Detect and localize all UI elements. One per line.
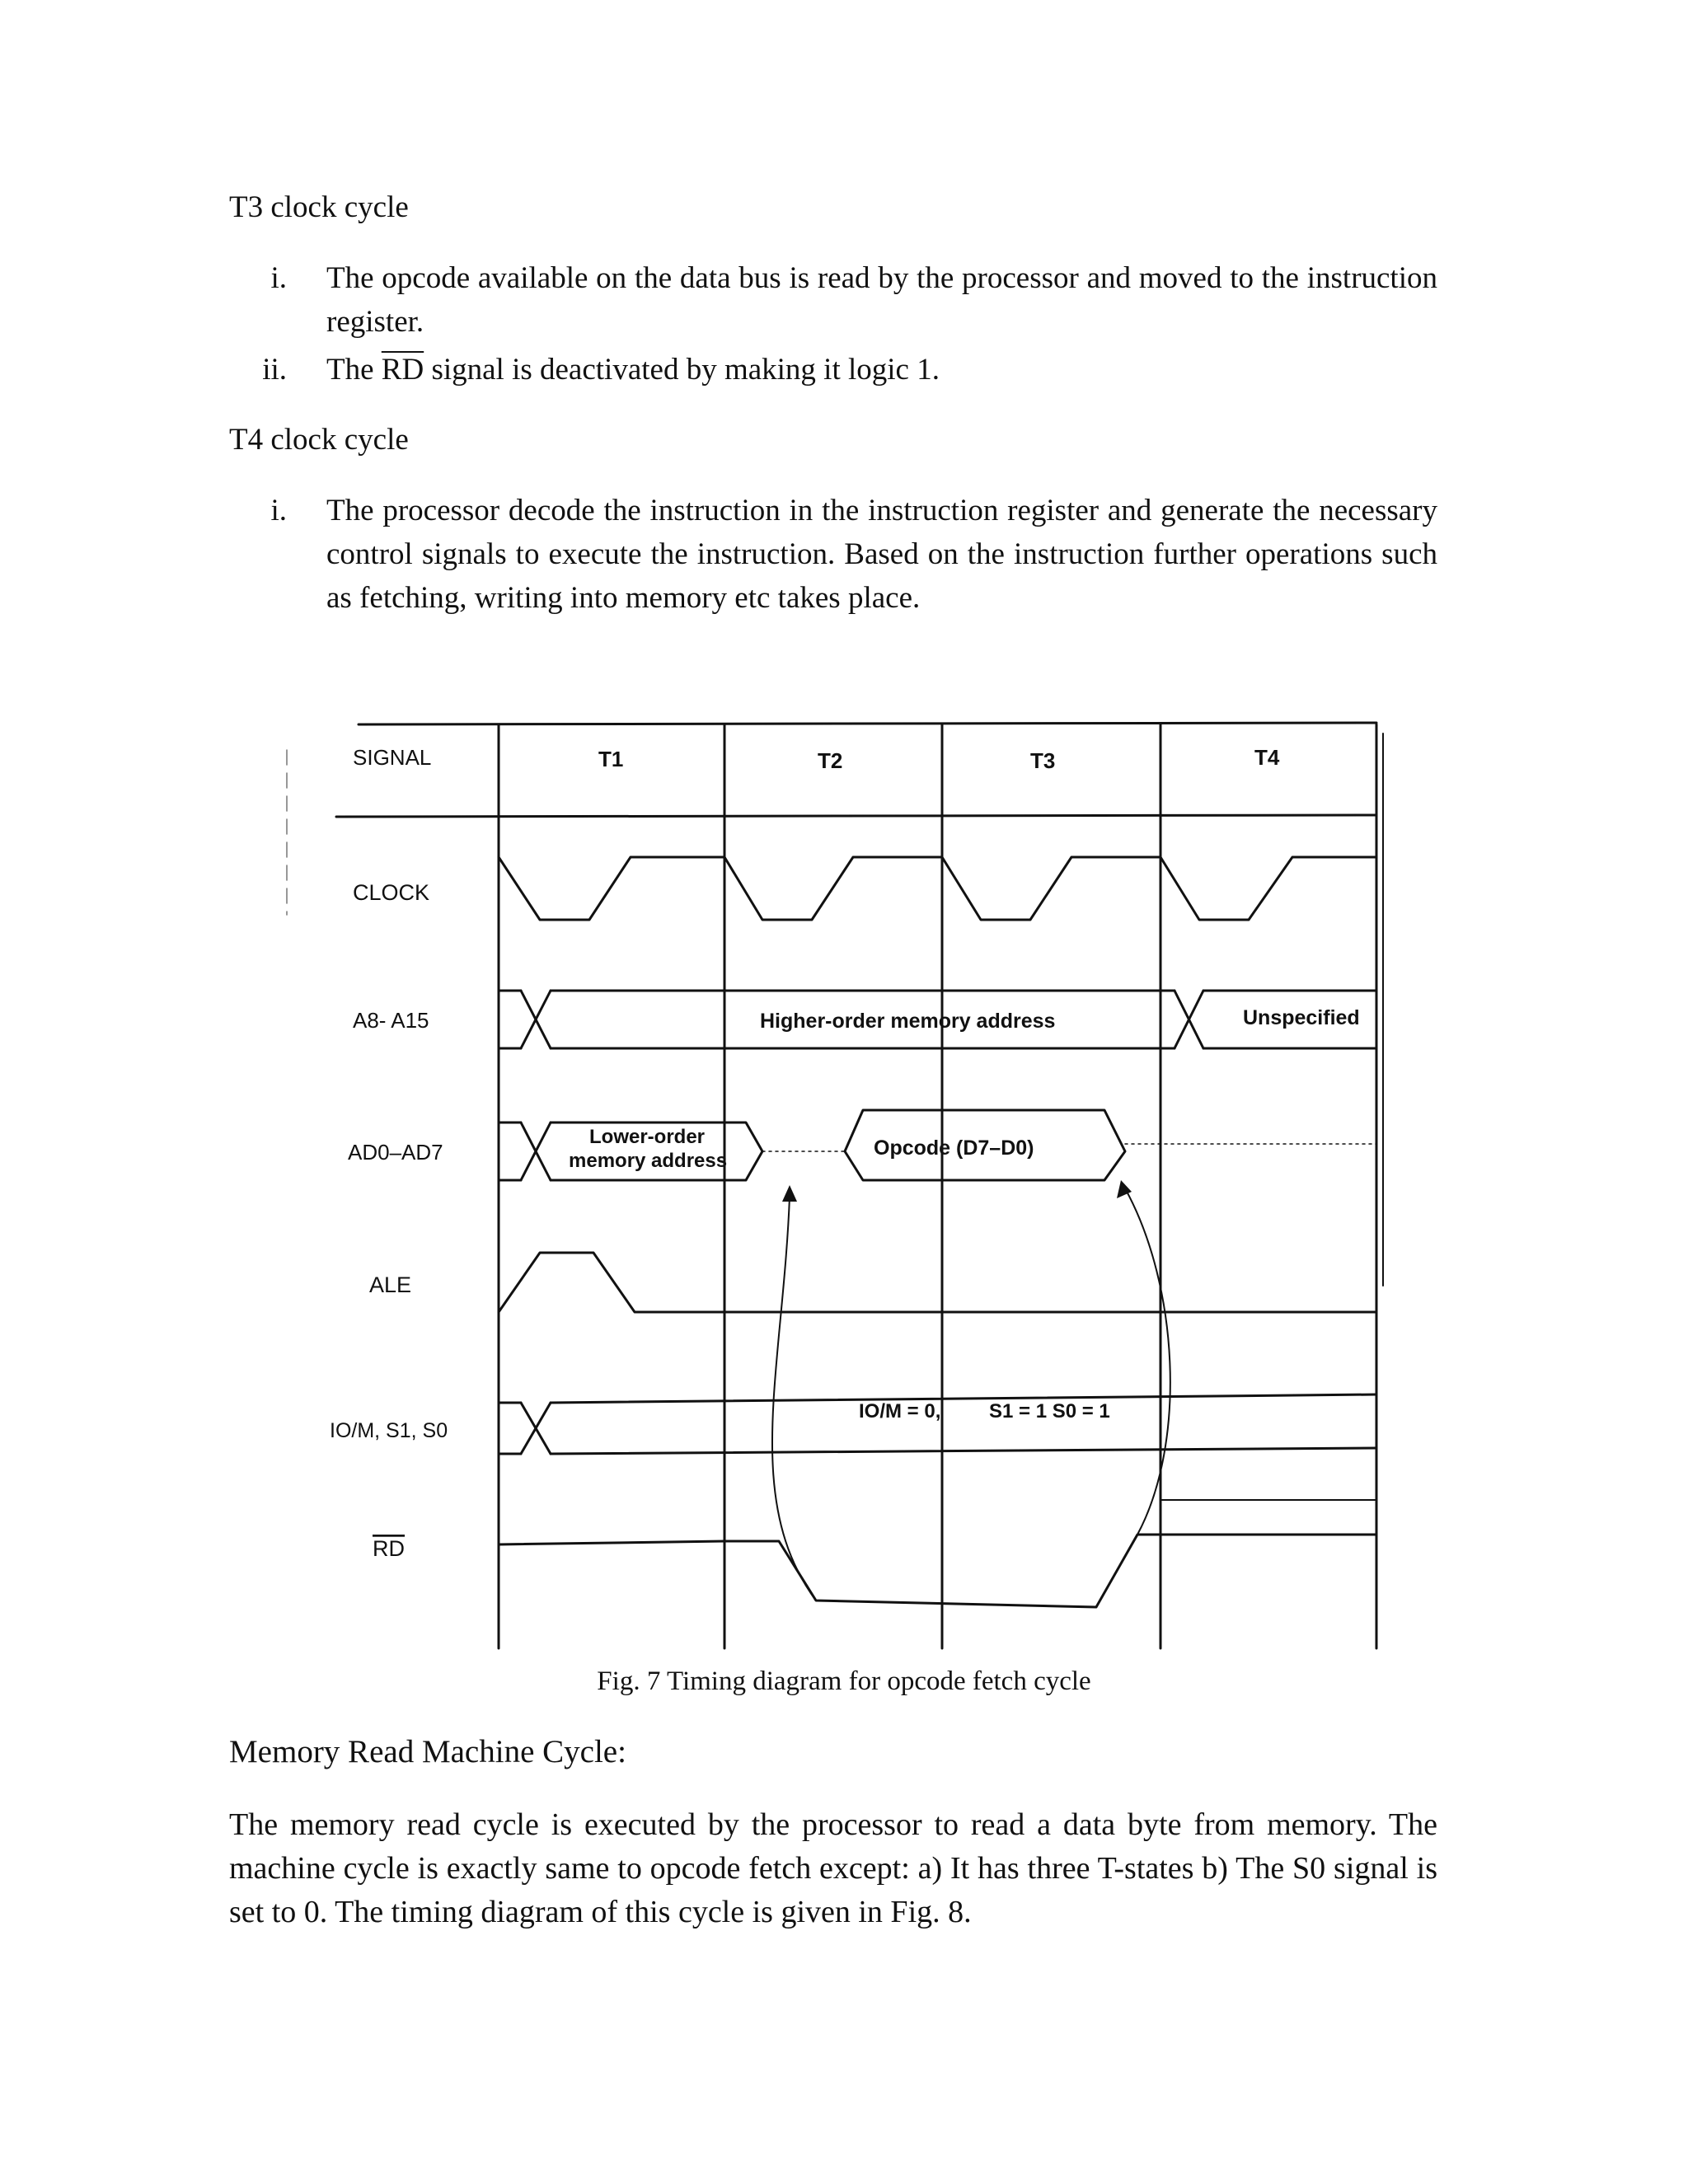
list-number: i. [270,261,287,295]
memory-read-paragraph: The memory read cycle is executed by the processor to read a data byte from memory. The machine cycle is exactly same to opcode fetch except: a) It has three T-states b) The S0 signal is set to 0. The timing diagram of this cycle is given in Fig. 8. [229,1807,1437,1929]
label-low-address-1: Lower-order [589,1126,706,1148]
timing-diagram [272,709,1409,1657]
signal-io-m: IO/M, S1, S0 [330,1419,448,1442]
list-text: The $\overline{RD}$ signal is deactivated by making it logic 1. [326,353,940,387]
list-text: The processor decode the instruction in the instruction register and generate the necessary control signals to execute the instruction. Based on the instruction further operations such as fetching, writing into memory etc takes place. [326,494,1437,615]
list-text: The opcode available on the data bus is read by the processor and moved to the instruction register. [326,261,1437,339]
arrow-rd-to-opcode [772,1197,816,1601]
grid-top-line [359,723,1376,724]
grid-header-line [336,815,1376,817]
signal-ale: ALE [369,1272,412,1297]
label-high-address: Higher-order memory address [760,1010,1056,1033]
state-t3: T3 [1030,748,1056,773]
signal-ad0-ad7: AD0–AD7 [348,1140,443,1165]
ale-waveform [499,1253,1376,1312]
arrowhead [782,1185,797,1202]
rd-overlined: $\overline{RD}$ [381,353,424,387]
state-t4: T4 [1254,745,1280,770]
memory-read-heading: Memory Read Machine Cycle: [229,1734,626,1769]
figure-caption: Fig. 7 Timing diagram for opcode fetch cycle [597,1666,1091,1696]
t4-item-1 [229,489,1437,621]
signal-a8-a15: A8- A15 [353,1008,429,1033]
label-unspecified: Unspecified [1243,1006,1360,1029]
signal-header: SIGNAL [353,745,432,770]
t3-heading: T3 clock cycle [229,190,409,224]
state-t1: T1 [598,747,624,771]
label-status: S1 = 1 S0 = 1 [989,1400,1110,1422]
clock-waveform [499,857,1376,920]
t4-heading: T4 clock cycle [229,423,409,457]
rd-waveform [499,1535,1376,1607]
arrow-rd-deassert [1125,1188,1170,1535]
signal-clock: CLOCK [353,880,430,905]
list-number: i. [270,494,287,527]
label-low-address-2: memory address [569,1150,728,1172]
timing-diagram-figure [272,709,1409,1657]
t3-item-1 [229,256,1437,344]
label-opcode: Opcode (D7–D0) [874,1137,1034,1160]
label-io-m: IO/M = 0, [859,1400,941,1422]
t3-item-2 [229,348,1437,391]
state-t2: T2 [818,748,843,773]
signal-rd: RD [373,1536,405,1561]
list-number: ii. [262,353,287,387]
